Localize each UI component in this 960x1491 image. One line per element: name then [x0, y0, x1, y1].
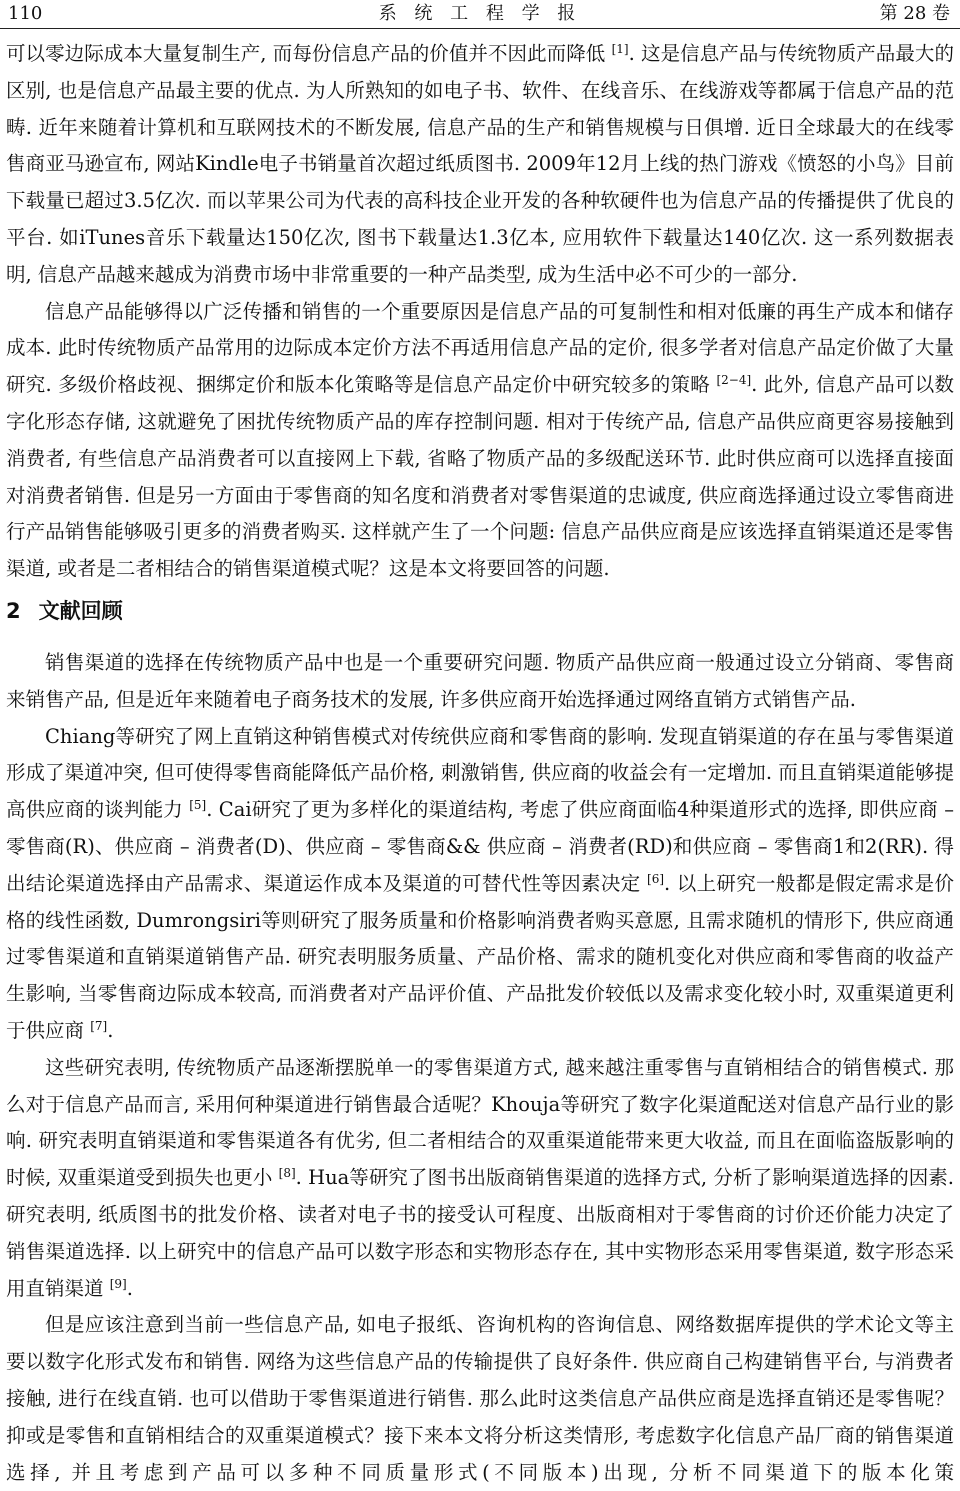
review-paragraph-3: [6, 1050, 954, 1308]
citation-ref: [7]: [90, 1018, 108, 1033]
citation-ref: [5]: [189, 798, 207, 813]
text-run: 但是应该注意到当前一些信息产品, 如电子报纸、咨询机构的咨询信息、网络数据库提供的学术论文等主要以数字化形式发布和销售. 网络为这些信息产品的传输提供了良好条件. 供应商自己构建销售平台, 与消费者接触, 进行在线直销. 也可以借助于零售渠道进行销售. 那么此时这类信息产品供应商是选择直销还是零售呢？抑或是零售和直销相结合的双重渠道模式？接下来本文将分析这类情形, 考虑数字化信息产品厂商的销售渠道选择, 并且考虑到产品可以多种不同质量形式(不同版本)出现, 分析不同渠道下的版本化策: [6, 1313, 954, 1484]
citation-ref: [1]: [611, 42, 629, 56]
text-run: 可以零边际成本大量复制生产, 而每份信息产品的价值并不因此而降低: [6, 42, 612, 65]
volume-label: 第 28 卷: [879, 3, 950, 24]
citation-ref: [6]: [647, 871, 665, 886]
citation-ref: [8]: [278, 1166, 296, 1181]
text-run: .: [107, 1018, 114, 1042]
text-run: Chiang等研究了网上直销这种销售模式对传统供应商和零售商的影响. 发现直销渠道的存在虽与零售渠道形成了渠道冲突, 但可使得零售商能降低产品价格, 刺激销售, 供应商的收益会有一定增加. 而且直销渠道能够提高供应商的谈判能力: [6, 724, 954, 822]
running-header: [0, 0, 960, 29]
text-run: . 此外, 信息产品可以数字化形态存储, 这就避免了困扰传统物质产品的库存控制问题. 相对于传统产品, 信息产品供应商更容易接触到消费者, 有些信息产品消费者可以直接网上下载, 省略了物质产品的多级配送环节. 此时供应商可以选择直接面对消费者销售. 但是另一方面由于零售商的知名度和消费者对零售渠道的忠诚度, 供应商选择通过设立零售商进行产品销售能够吸引更多的消费者购买. 这样就产生了一个问题: 信息产品供应商是应该选择直销渠道还是零售渠道, 或者是二者相结合的销售渠道模式呢？这是本文将要回答的问题.: [6, 373, 954, 581]
text-run: .: [126, 1276, 133, 1300]
intro-paragraph-2: [6, 294, 954, 588]
review-text: [6, 645, 954, 1491]
text-run: 信息产品能够得以广泛传播和销售的一个重要原因是信息产品的可复制性和相对低廉的再生产成本和储存成本. 此时传统物质产品常用的边际成本定价方法不再适用信息产品的定价, 很多学者对信息产品定价做了大量研究. 多级价格歧视、捆绑定价和版本化策略等是信息产品定价中研究较多的策略: [6, 299, 954, 397]
intro-text: [6, 36, 954, 588]
citation-ref: [2−4]: [716, 373, 752, 388]
page-number: 110: [8, 3, 43, 24]
review-paragraph-4: [6, 1307, 954, 1491]
citation-ref: [9]: [109, 1276, 127, 1291]
text-run: . Hua等研究了图书出版商销售渠道的选择方式, 分析了影响渠道选择的因素. 研究表明, 纸质图书的批发价格、读者对电子书的接受认可程度、出版商相对于零售商的讨价还价能力决定了销售渠道选择. 以上研究中的信息产品可以数字形态和实物形态存在, 其中实物形态采用零售渠道, 数字形态采用直销渠道: [6, 1166, 954, 1300]
text-run: 这些研究表明, 传统物质产品逐渐摆脱单一的零售渠道方式, 越来越注重零售与直销相结合的销售模式. 那么对于信息产品而言, 采用何种渠道进行销售最合适呢？Khouja等研究了数字化渠道配送对信息产品行业的影响. 研究表明直销渠道和零售渠道各有优劣, 但二者相结合的双重渠道能带来更大收益, 而且在面临盗版影响的时候, 双重渠道受到损失也更小: [6, 1055, 954, 1190]
text-run: . 这是信息产品与传统物质产品最大的区别, 也是信息产品最主要的优点. 为人所熟知的如电子书、软件、在线音乐、在线游戏等都属于信息产品的范畴. 近年来随着计算机和互联网技术的不断发展, 信息产品的生产和销售规模与日俱增. 近日全球最大的在线零售商亚马逊宣布, 网站Kindle电子书销量首次超过纸质图书. 2009年12月上线的热门游戏《愤怒的小鸟》目前下载量已超过3.5亿次. 而以苹果公司为代表的高科技企业开发的各种软硬件也为信息产品的传播提供了优良的平台. 如iTunes音乐下载量达150亿次, 图书下载量达1.3亿本, 应用软件下载量达140亿次. 这一系列数据表明, 信息产品越来越成为消费市场中非常重要的一种产品类型, 成为生活中必不可少的一部分.: [6, 42, 954, 286]
section-title: 文献回顾: [38, 599, 123, 623]
review-paragraph-2: [6, 719, 954, 1050]
review-paragraph-1: [6, 645, 954, 719]
section-heading: [6, 593, 123, 629]
section-number: 2: [6, 599, 21, 623]
text-run: . 以上研究一般都是假定需求是价格的线性函数, Dumrongsiri等则研究了服务质量和价格影响消费者购买意愿, 且需求随机的情形下, 供应商通过零售渠道和直销渠道销售产品. 研究表明服务质量、产品价格、需求的随机变化对供应商和零售商的收益产生影响, 当零售商边际成本较高, 而消费者对产品评价值、产品批发价较低以及需求变化较小时, 双重渠道更利于供应商: [6, 871, 954, 1042]
intro-paragraph-1: [6, 36, 954, 294]
journal-title: 系 统 工 程 学 报: [378, 3, 582, 24]
text-run: . Cai研究了更为多样化的渠道结构, 考虑了供应商面临4种渠道形式的选择, 即供应商 – 零售商(R)、供应商 – 消费者(D)、供应商 – 零售商&& 供应商 – 消费者(RD)和供应商 – 零售商1和2(RR). 得出结论渠道选择由产品需求、渠道运作成本及渠道的可替代性等因素决定: [6, 798, 954, 895]
text-run: 销售渠道的选择在传统物质产品中也是一个重要研究问题. 物质产品供应商一般通过设立分销商、零售商来销售产品, 但是近年来随着电子商务技术的发展, 许多供应商开始选择通过网络直销方式销售产品.: [6, 651, 954, 711]
